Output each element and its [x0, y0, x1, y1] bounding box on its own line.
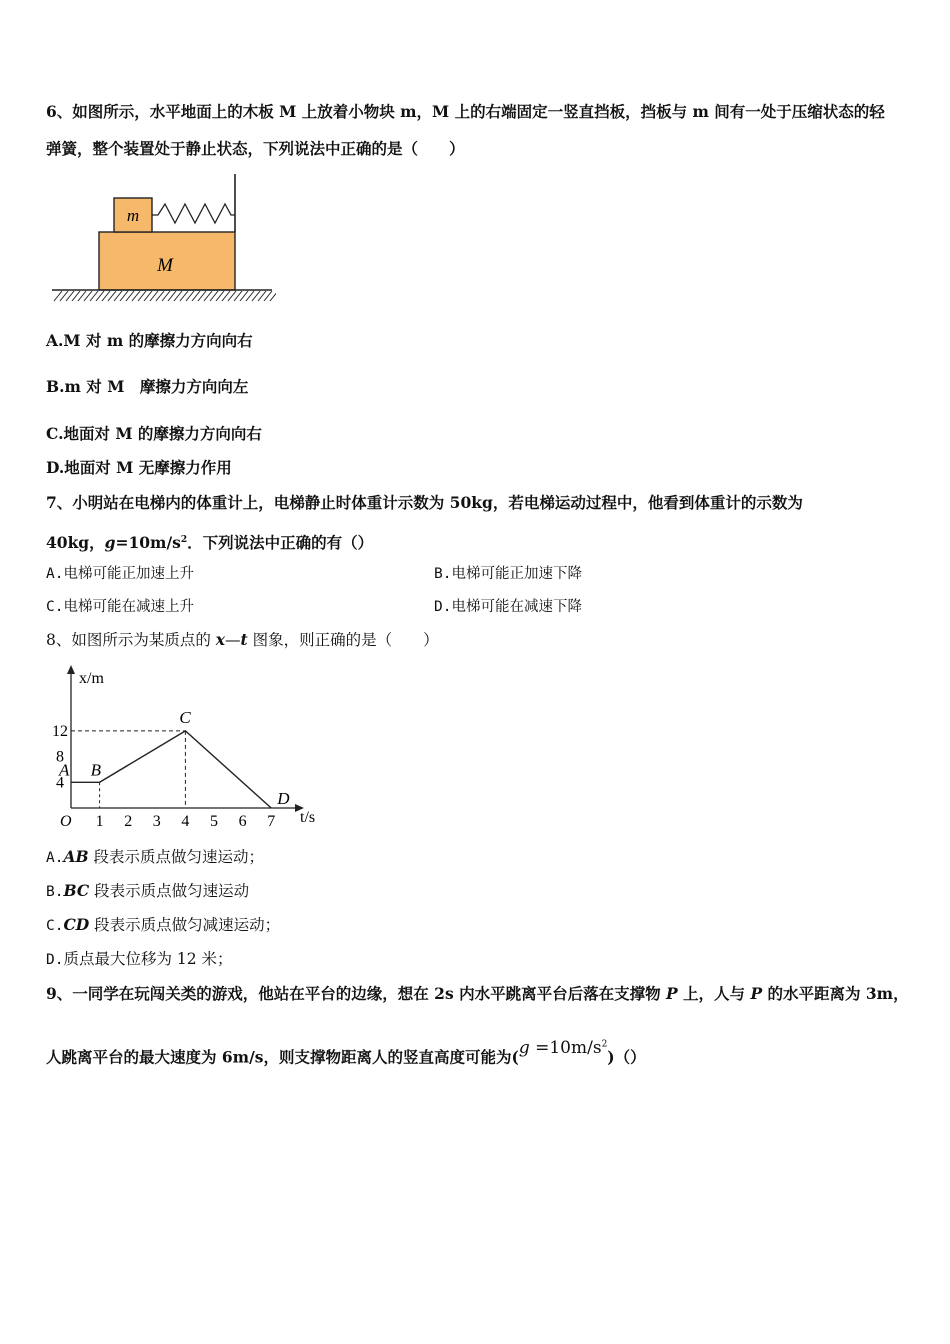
q9-line2-b: )（） — [607, 1047, 646, 1067]
q8-stem — [46, 629, 439, 651]
x-tick-label: 1 — [95, 813, 104, 830]
x-tick-label: 5 — [210, 813, 218, 830]
q8-option-a-label: AB — [63, 847, 89, 866]
q7-g-value: =10m/s — [115, 533, 181, 553]
q7-option-b: B.电梯可能正加速下降 — [434, 566, 582, 582]
q9-p-symbol-2: P — [750, 984, 763, 1003]
q8-option-a-prefix: A. — [46, 850, 64, 866]
q9-p-symbol-1: P — [666, 984, 678, 1003]
q8-option-d-text: 质点最大位移为 12 米； — [63, 950, 233, 968]
q8-option-a — [46, 846, 264, 869]
q9-line1-c: 的水平距离为 3m， — [762, 984, 909, 1003]
q8-option-b — [46, 880, 249, 903]
q7-option-d: D.电梯可能在减速下降 — [434, 599, 582, 615]
point-label: C — [179, 707, 191, 727]
q9-line2-a: 人跳离平台的最大速度为 6m/s，则支撑物距离人的竖直高度可能为( — [46, 1047, 519, 1067]
ground-hatching — [54, 291, 276, 301]
q8-option-d — [46, 948, 233, 971]
q8-option-b-text: 段表示质点做匀速运动 — [89, 882, 250, 900]
q9-g-formula — [519, 1038, 607, 1058]
y-axis-arrow — [67, 665, 75, 674]
q7-option-a: A.电梯可能正加速上升 — [46, 566, 194, 582]
q6-option-a: A.M 对 m 的摩擦力方向向右 — [46, 331, 253, 350]
y-tick-label: 4 — [56, 774, 64, 792]
q9-g-symbol: g — [518, 1037, 530, 1058]
q8-option-b-prefix: B. — [46, 884, 64, 900]
origin-label: O — [60, 813, 72, 830]
x-axis-label: t/s — [300, 809, 316, 826]
q8-option-c-prefix: C. — [46, 918, 64, 934]
q8-t-symbol: t — [240, 630, 248, 649]
q7-g-symbol: g — [104, 533, 116, 553]
y-tick-label: 8 — [56, 748, 64, 766]
x-tick-label: 6 — [238, 813, 247, 830]
q9-g-exponent: 2 — [601, 1039, 608, 1049]
q8-stem-a: 8、如图所示为某质点的 — [46, 631, 216, 649]
q8-option-c — [46, 914, 280, 937]
q7-g-exponent: 2 — [180, 535, 188, 545]
q6-stem-line1: 6、如图所示，水平地面上的木板 M 上放着小物块 m，M 上的右端固定一竖直挡板，挡板与 m 间有一处于压缩状态的轻 — [46, 102, 885, 121]
q6-option-c: C.地面对 M 的摩擦力方向向右 — [46, 424, 262, 443]
series-line — [71, 731, 271, 808]
compressed-spring — [152, 204, 235, 223]
xt-graph — [46, 660, 336, 840]
point-label: B — [90, 760, 101, 780]
label-M: M — [157, 255, 173, 276]
point-label: A — [59, 760, 70, 780]
q7-option-c: C.电梯可能在减速上升 — [46, 599, 194, 615]
chart-guides — [71, 731, 185, 808]
q6-option-d: D.地面对 M 无摩擦力作用 — [46, 458, 232, 477]
q9-g-value: =10m/s — [529, 1037, 602, 1058]
y-axis-label: x/m — [79, 670, 104, 687]
chart-ticks — [52, 723, 275, 830]
q8-stem-b: 图象，则正确的是（ ） — [247, 631, 439, 649]
x-tick-label: 4 — [181, 813, 190, 830]
y-tick-label: 12 — [52, 722, 68, 740]
x-tick-label: 2 — [124, 813, 133, 830]
point-label: D — [277, 789, 290, 808]
q9-line1-a: 9、一同学在玩闯关类的游戏，他站在平台的边缘，想在 2s 内水平跳离平台后落在支撑物 — [46, 984, 666, 1003]
q8-option-d-prefix: D. — [46, 952, 64, 968]
q7-stem-line1: 7、小明站在电梯内的体重计上，电梯静止时体重计示数为 50kg，若电梯运动过程中，他看到体重计的示数为 — [46, 493, 803, 512]
label-m: m — [126, 206, 140, 225]
q9-stem-line1 — [46, 983, 909, 1005]
q8-option-c-label: CD — [63, 915, 90, 934]
q8-dash: — — [225, 631, 241, 649]
block-spring-figure — [46, 170, 276, 306]
q6-option-b: B.m 对 M 摩擦力方向向左 — [46, 377, 249, 396]
q7-mass: 40kg， — [46, 533, 105, 553]
q8-x-symbol: x — [215, 630, 226, 649]
chart-series — [71, 731, 271, 808]
q8-option-a-text: 段表示质点做匀速运动； — [88, 848, 265, 866]
q8-option-c-text: 段表示质点做匀减速运动； — [89, 916, 281, 934]
x-tick-label: 3 — [152, 813, 161, 830]
q6-stem-line2: 弹簧，整个装置处于静止状态，下列说法中正确的是（ ） — [46, 139, 465, 158]
q7-stem-tail: ．下列说法中正确的有（） — [187, 533, 374, 553]
x-tick-label: 7 — [267, 813, 276, 830]
q9-line1-b: 上，人与 — [677, 984, 751, 1003]
q8-option-b-label: BC — [63, 881, 90, 900]
q7-stem-line2 — [46, 529, 373, 554]
q9-stem-line2 — [46, 1037, 646, 1069]
